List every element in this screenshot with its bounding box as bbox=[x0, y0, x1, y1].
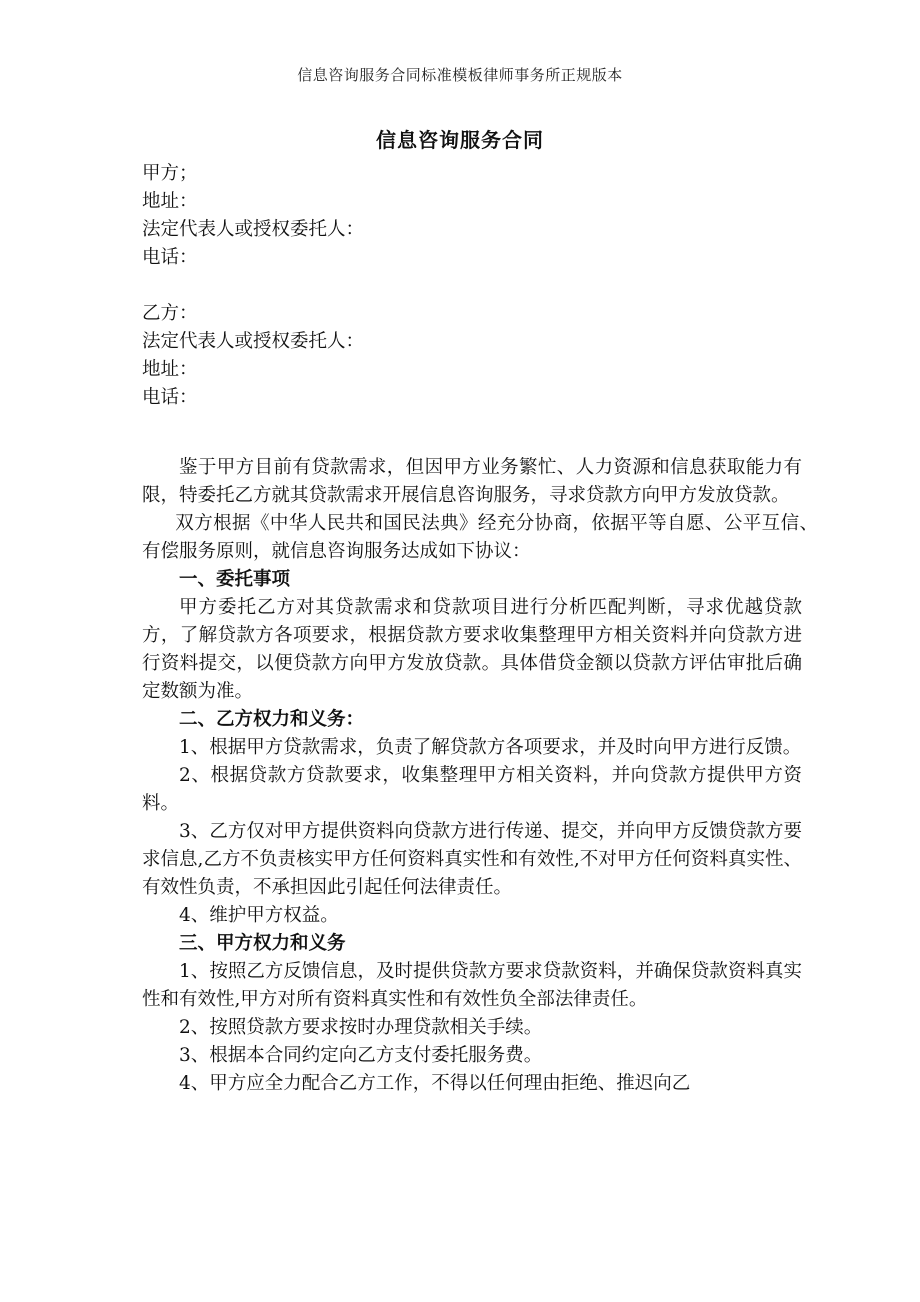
party-a-name-label: 甲方； bbox=[142, 163, 198, 184]
party-b-phone-label: 电话： bbox=[142, 387, 198, 408]
section-3-item-1: 1、按照乙方反馈信息，及时提供贷款方要求贷款资料，并确保贷款资料真实性和有效性,甲方对所有资料真实性和有效性负全部法律责任。 bbox=[142, 961, 802, 1010]
party-a-block bbox=[142, 160, 802, 272]
section-3-item-4: 4、甲方应全力配合乙方工作，不得以任何理由拒绝、推迟向乙 bbox=[179, 1073, 691, 1094]
party-b-block bbox=[142, 300, 802, 412]
party-b-representative-label: 法定代表人或授权委托人： bbox=[142, 331, 365, 352]
party-a-phone-label: 电话： bbox=[142, 247, 198, 268]
section-3-heading: 三、甲方权力和义务 bbox=[179, 933, 346, 954]
spacer bbox=[142, 272, 802, 300]
document-title: 信息咨询服务合同 bbox=[376, 128, 544, 152]
section-2-item-4: 4、维护甲方权益。 bbox=[179, 905, 339, 926]
party-b-name-label: 乙方： bbox=[142, 303, 198, 324]
party-a-address-label: 地址： bbox=[142, 191, 198, 212]
section-2-item-3: 3、乙方仅对甲方提供资料向贷款方进行传递、提交，并向甲方反馈贷款方要求信息,乙方不负责核实甲方任何资料真实性和有效性,不对甲方任何资料真实性、有效性负责，不承担因此引起任何法律责任。 bbox=[142, 821, 802, 898]
section-2-item-2: 2、根据贷款方贷款要求，收集整理甲方相关资料，并向贷款方提供甲方资料。 bbox=[142, 765, 802, 814]
section-3-item-2: 2、按照贷款方要求按时办理贷款相关手续。 bbox=[179, 1017, 543, 1038]
section-1-heading: 一、委托事项 bbox=[179, 569, 291, 590]
preamble-paragraph: 鉴于甲方目前有贷款需求，但因甲方业务繁忙、人力资源和信息获取能力有限，特委托乙方就其贷款需求开展信息咨询服务，寻求贷款方向甲方发放贷款。 bbox=[142, 457, 802, 506]
preamble-agreement-paragraph: 双方根据《中华人民共和国民法典》经充分协商，依据平等自愿、公平互信、有偿服务原则，就信息咨询服务达成如下协议： bbox=[142, 513, 818, 562]
section-3-item-3: 3、根据本合同约定向乙方支付委托服务费。 bbox=[179, 1045, 543, 1066]
spacer bbox=[142, 412, 802, 454]
party-a-representative-label: 法定代表人或授权委托人： bbox=[142, 219, 365, 240]
running-header: 信息咨询服务合同标准模板律师事务所正规版本 bbox=[297, 66, 623, 84]
section-2-item-1: 1、根据甲方贷款需求，负责了解贷款方各项要求，并及时向甲方进行反馈。 bbox=[179, 737, 802, 758]
document-body bbox=[142, 160, 818, 1098]
party-b-address-label: 地址： bbox=[142, 359, 198, 380]
section-2-heading: 二、乙方权力和义务： bbox=[179, 709, 365, 730]
section-1-paragraph: 甲方委托乙方对其贷款需求和贷款项目进行分析匹配判断，寻求优越贷款方，了解贷款方各项要求，根据贷款方要求收集整理甲方相关资料并向贷款方进行资料提交，以便贷款方向甲方发放贷款。具体借贷金额以贷款方评估审批后确定数额为准。 bbox=[142, 597, 802, 702]
